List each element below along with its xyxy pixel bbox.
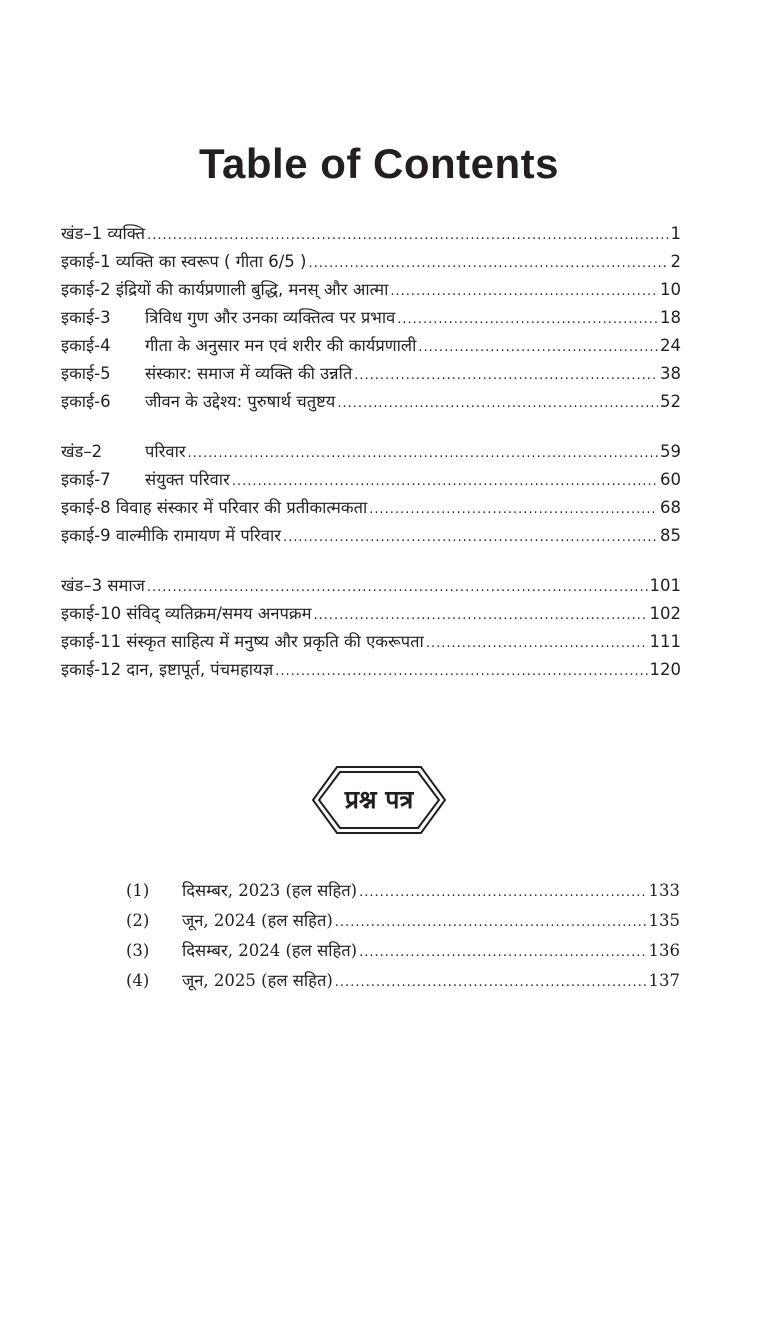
toc-page-number: 38 bbox=[660, 364, 681, 383]
paper-row[interactable] bbox=[126, 936, 680, 966]
toc-entry bbox=[61, 522, 281, 550]
toc-row[interactable] bbox=[61, 628, 681, 656]
paper-title: जून, 2024 (हल सहित) bbox=[182, 911, 333, 930]
toc-entry bbox=[61, 494, 367, 522]
toc-page-number: 120 bbox=[649, 660, 681, 679]
toc-page-number: 2 bbox=[670, 252, 681, 271]
toc-unit-number: इकाई-5 bbox=[61, 364, 111, 383]
paper-page-number: 136 bbox=[648, 941, 680, 960]
toc-page-number: 101 bbox=[649, 576, 681, 595]
toc-row[interactable] bbox=[61, 494, 681, 522]
toc-row[interactable] bbox=[61, 220, 681, 248]
toc-group bbox=[61, 438, 681, 550]
toc-page-number: 111 bbox=[649, 632, 681, 651]
dot-leader bbox=[390, 278, 658, 306]
dot-leader bbox=[369, 496, 658, 524]
dot-leader bbox=[283, 524, 658, 552]
question-papers-list bbox=[126, 876, 680, 996]
paper-row[interactable] bbox=[126, 876, 680, 906]
toc-page-number: 85 bbox=[660, 526, 681, 545]
toc-group bbox=[61, 220, 681, 416]
paper-title: जून, 2025 (हल सहित) bbox=[182, 971, 333, 990]
dot-leader bbox=[313, 602, 647, 630]
page-title: Table of Contents bbox=[198, 140, 560, 187]
toc-row[interactable] bbox=[61, 572, 681, 600]
toc-page-number: 59 bbox=[660, 442, 681, 461]
paper-index: (2) bbox=[126, 911, 150, 930]
toc-unit-number: इकाई-7 bbox=[61, 470, 111, 489]
toc-entry bbox=[61, 248, 306, 276]
toc-row[interactable] bbox=[61, 438, 681, 466]
toc-entry bbox=[61, 600, 311, 628]
toc-entry-title: खंड–3 समाज bbox=[61, 576, 145, 595]
toc-entry bbox=[61, 220, 145, 248]
paper-row[interactable] bbox=[126, 906, 680, 936]
toc-row[interactable] bbox=[61, 388, 681, 416]
toc-page-number: 68 bbox=[660, 498, 681, 517]
toc-entry bbox=[61, 388, 335, 416]
toc-entry bbox=[61, 656, 273, 684]
dot-leader bbox=[147, 574, 648, 602]
toc-page-number: 52 bbox=[660, 392, 681, 411]
toc-entry-title: इकाई-12 दान, इष्टापूर्त, पंचमहायज्ञ bbox=[61, 660, 274, 679]
toc-entry-title: संयुक्त परिवार bbox=[145, 470, 230, 489]
dot-leader bbox=[359, 878, 646, 908]
dot-leader bbox=[188, 440, 658, 468]
toc-row[interactable] bbox=[61, 248, 681, 276]
dot-leader bbox=[232, 468, 658, 496]
toc-group bbox=[61, 572, 681, 684]
dot-leader bbox=[337, 390, 658, 418]
toc-entry bbox=[61, 438, 186, 466]
toc-entry bbox=[61, 276, 388, 304]
toc-row[interactable] bbox=[61, 466, 681, 494]
toc-page-number: 60 bbox=[660, 470, 681, 489]
paper-row[interactable] bbox=[126, 966, 680, 996]
table-of-contents bbox=[61, 220, 681, 706]
dot-leader bbox=[418, 334, 658, 362]
toc-row[interactable] bbox=[61, 276, 681, 304]
toc-page-number: 10 bbox=[660, 280, 681, 299]
toc-entry-title: इकाई-9 वाल्मीकि रामायण में परिवार bbox=[61, 526, 281, 545]
toc-unit-number: इकाई-4 bbox=[61, 336, 111, 355]
dot-leader bbox=[335, 908, 647, 938]
section-badge-label: प्रश्न पत्र bbox=[344, 785, 414, 814]
paper-index: (1) bbox=[126, 881, 150, 900]
toc-page-number: 1 bbox=[670, 224, 681, 243]
toc-entry-title: जीवन के उद्देश्य: पुरुषार्थ चतुष्टय bbox=[145, 392, 336, 411]
dot-leader bbox=[354, 362, 658, 390]
toc-row[interactable] bbox=[61, 656, 681, 684]
toc-entry-title: त्रिविध गुण और उनका व्यक्तित्व पर प्रभाव bbox=[145, 308, 396, 327]
toc-row[interactable] bbox=[61, 600, 681, 628]
paper-index: (4) bbox=[126, 971, 150, 990]
paper-page-number: 137 bbox=[648, 971, 680, 990]
toc-row[interactable] bbox=[61, 522, 681, 550]
toc-entry bbox=[61, 360, 352, 388]
toc-page-number: 102 bbox=[649, 604, 681, 623]
toc-unit-number: इकाई-6 bbox=[61, 392, 111, 411]
toc-row[interactable] bbox=[61, 360, 681, 388]
toc-entry bbox=[61, 332, 416, 360]
toc-entry bbox=[61, 304, 395, 332]
toc-entry-title: इकाई-10 संविद् व्यतिक्रम/समय अनपक्रम bbox=[61, 604, 312, 623]
toc-row[interactable] bbox=[61, 304, 681, 332]
toc-entry bbox=[61, 572, 145, 600]
toc-unit-number: खंड–2 bbox=[61, 442, 103, 461]
question-papers-badge bbox=[311, 765, 447, 835]
dot-leader bbox=[335, 968, 647, 998]
dot-leader bbox=[397, 306, 658, 334]
paper-page-number: 133 bbox=[648, 881, 680, 900]
paper-title: दिसम्बर, 2023 (हल सहित) bbox=[182, 881, 358, 900]
toc-entry-title: इकाई-2 इंद्रियों की कार्यप्रणाली बुद्धि, मनस् और आत्मा bbox=[61, 280, 389, 299]
dot-leader bbox=[308, 250, 668, 278]
toc-entry-title: खंड–1 व्यक्ति bbox=[61, 224, 146, 243]
dot-leader bbox=[426, 630, 648, 658]
toc-page-number: 24 bbox=[660, 336, 681, 355]
toc-entry bbox=[61, 466, 230, 494]
toc-page-number: 18 bbox=[660, 308, 681, 327]
paper-title: दिसम्बर, 2024 (हल सहित) bbox=[182, 941, 358, 960]
dot-leader bbox=[275, 658, 647, 686]
toc-entry-title: परिवार bbox=[145, 442, 186, 461]
dot-leader bbox=[147, 222, 668, 250]
toc-entry-title: इकाई-1 व्यक्ति का स्वरूप ( गीता 6/5 ) bbox=[61, 252, 307, 271]
toc-unit-number: इकाई-3 bbox=[61, 308, 111, 327]
toc-entry-title: इकाई-11 संस्कृत साहित्य में मनुष्य और प्रकृति की एकरूपता bbox=[61, 632, 424, 651]
toc-entry-title: गीता के अनुसार मन एवं शरीर की कार्यप्रणाली bbox=[145, 336, 417, 355]
toc-row[interactable] bbox=[61, 332, 681, 360]
toc-entry-title: संस्कार: समाज में व्यक्ति की उन्नति bbox=[145, 364, 353, 383]
paper-index: (3) bbox=[126, 941, 150, 960]
paper-page-number: 135 bbox=[648, 911, 680, 930]
toc-entry-title: इकाई-8 विवाह संस्कार में परिवार की प्रतीकात्मकता bbox=[61, 498, 368, 517]
toc-entry bbox=[61, 628, 424, 656]
dot-leader bbox=[359, 938, 646, 968]
